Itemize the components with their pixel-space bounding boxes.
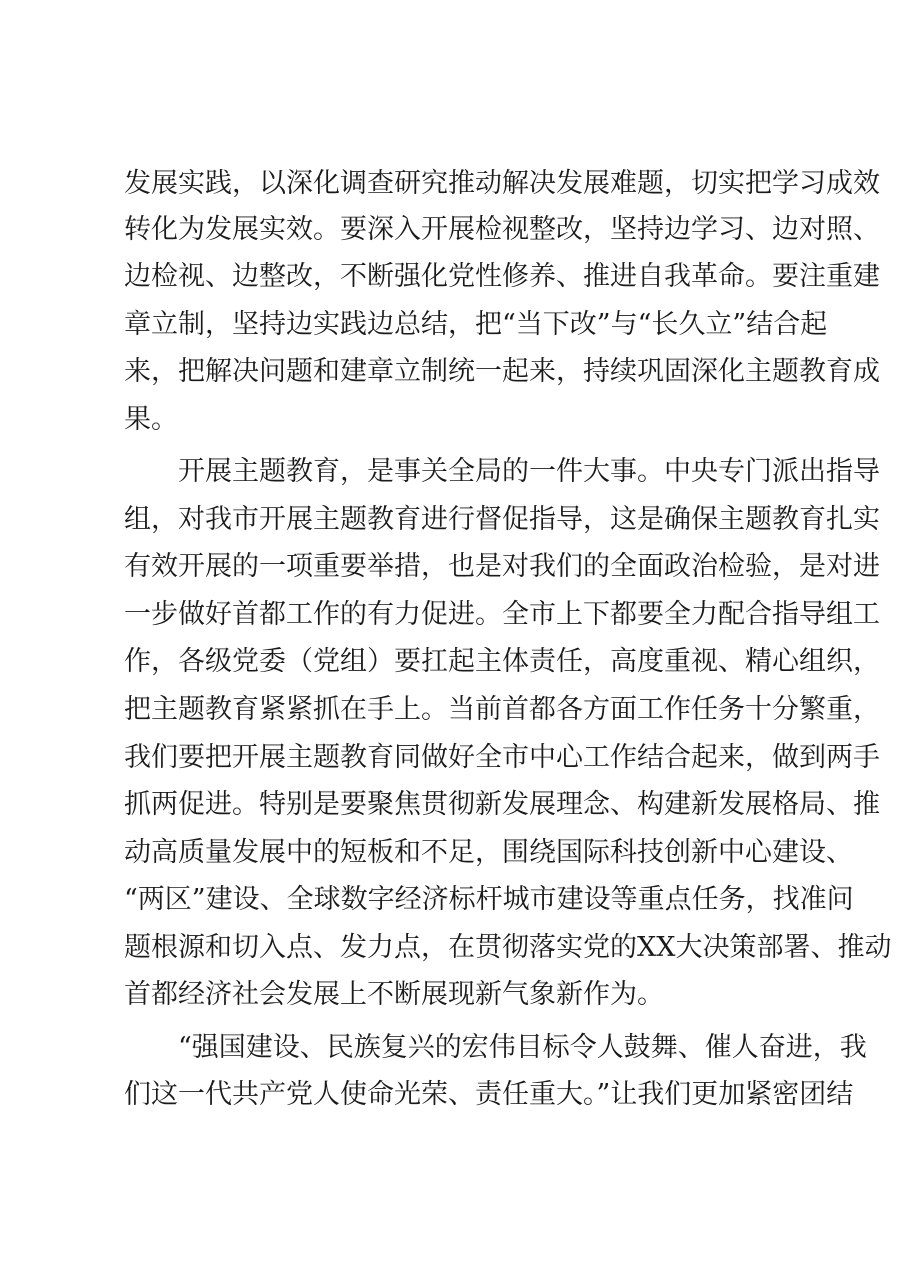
text-line: 发展实践，以深化调查研究推动解决发展难题，切实把学习成效 bbox=[124, 168, 880, 199]
text-line: 开展主题教育，是事关全局的一件大事。中央专门派出指导 bbox=[178, 456, 880, 487]
text-line: 抓两促进。特别是要聚焦贯彻新发展理念、构建新发展格局、推 bbox=[124, 789, 880, 820]
text-line: 果。 bbox=[124, 404, 178, 435]
text-line: “两区”建设、全球数字经济标杆城市建设等重点任务，找准问 bbox=[124, 884, 854, 915]
text-line: 们这一代共产党人使命光荣、责任重大。”让我们更加紧密团结 bbox=[124, 1079, 854, 1110]
text-line: 一步做好首都工作的有力促进。全市上下都要全力配合指导组工 bbox=[124, 599, 880, 630]
text-line: 我们要把开展主题教育同做好全市中心工作结合起来，做到两手 bbox=[124, 742, 880, 773]
text-line: 把主题教育紧紧抓在手上。当前首都各方面工作任务十分繁重， bbox=[124, 694, 880, 725]
text-line: 有效开展的一项重要举措，也是对我们的全面政治检验，是对进 bbox=[124, 551, 880, 582]
text-line: 首都经济社会发展上不断展现新气象新作为。 bbox=[124, 979, 664, 1010]
text-line: 组，对我市开展主题教育进行督促指导，这是确保主题教育扎实 bbox=[124, 504, 880, 535]
text-line: 题根源和切入点、发力点，在贯彻落实党的XX大决策部署、推动 bbox=[124, 932, 892, 963]
text-line: 转化为发展实效。要深入开展检视整改，坚持边学习、边对照、 bbox=[124, 214, 880, 245]
text-line: 章立制，坚持边实践边总结，把“当下改”与“长久立”结合起 bbox=[124, 309, 828, 340]
text-line: “强国建设、民族复兴的宏伟目标令人鼓舞、催人奋进，我 bbox=[178, 1032, 867, 1063]
text-line: 作，各级党委（党组）要扛起主体责任，高度重视、精心组织， bbox=[124, 646, 880, 677]
text-line: 动高质量发展中的短板和不足，围绕国际科技创新中心建设、 bbox=[124, 837, 853, 868]
text-line: 来，把解决问题和建章立制统一起来，持续巩固深化主题教育成 bbox=[124, 356, 880, 387]
text-line: 边检视、边整改，不断强化党性修养、推进自我革命。要注重建 bbox=[124, 261, 880, 292]
